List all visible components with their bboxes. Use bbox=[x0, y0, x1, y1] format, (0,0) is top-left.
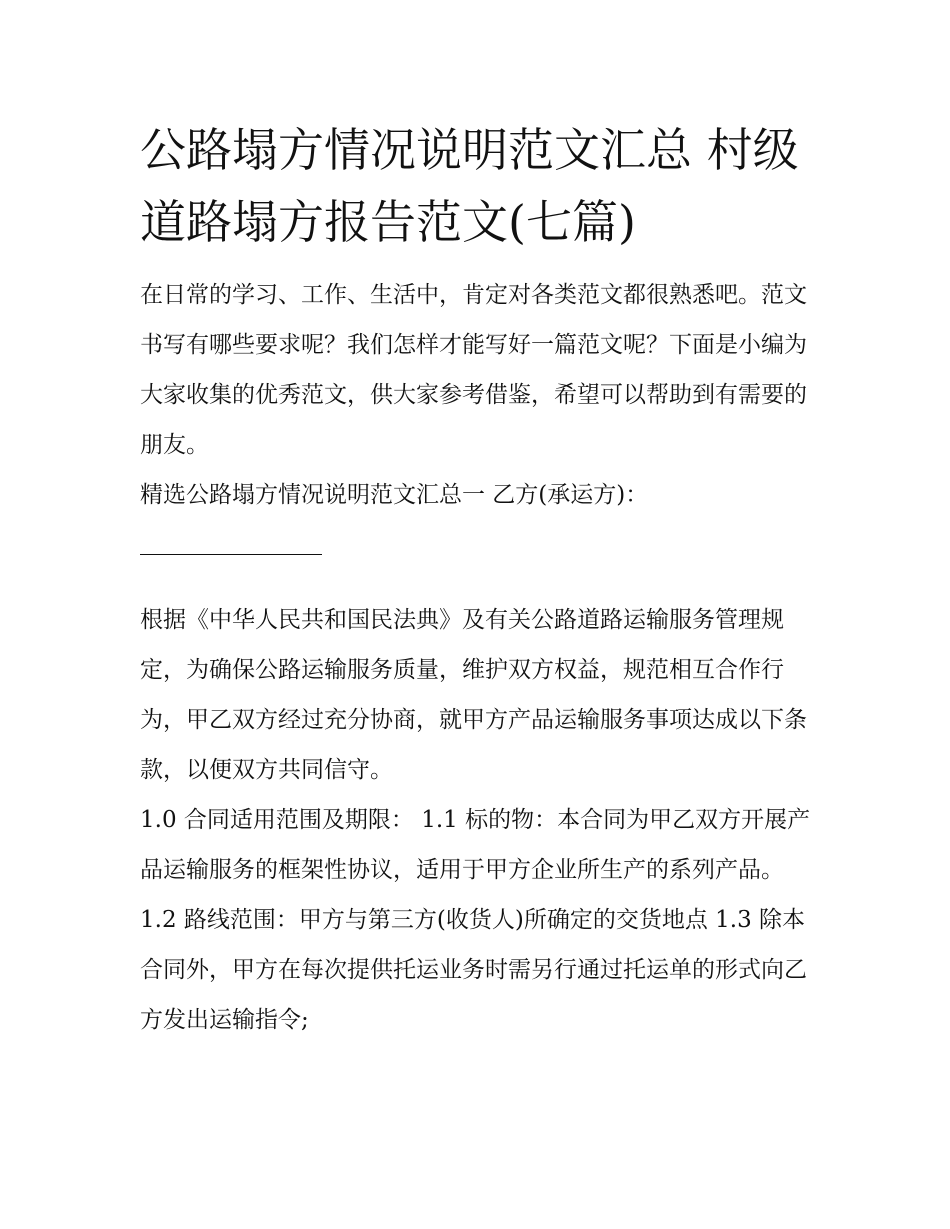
clause-1-1-paragraph: 1.0 合同适用范围及期限： 1.1 标的物：本合同为甲乙双方开展产品运输服务的框架性协议，适用于甲方企业所生产的系列产品。 bbox=[140, 807, 811, 883]
contract-basis-paragraph: 根据《中华人民共和国民法典》及有关公路道路运输服务管理规定，为确保公路运输服务质量，维护双方权益，规范相互合作行为，甲乙双方经过充分协商，就甲方产品运输服务事项达成以下条款，以便双方共同信守。 bbox=[140, 607, 807, 783]
document-title: 公路塌方情况说明范文汇总 村级道路塌方报告范文(七篇) bbox=[140, 123, 799, 249]
document-page bbox=[140, 114, 820, 1045]
document-body bbox=[140, 270, 820, 1045]
signature-blank-line bbox=[140, 554, 322, 555]
intro-paragraph: 在日常的学习、工作、生活中，肯定对各类范文都很熟悉吧。范文书写有哪些要求呢？我们怎样才能写好一篇范文呢？下面是小编为大家收集的优秀范文，供大家参考借鉴，希望可以帮助到有需要的朋友。 bbox=[140, 282, 807, 458]
clause-1-2-paragraph: 1.2 路线范围：甲方与第三方(收货人)所确定的交货地点 1.3 除本合同外，甲方在每次提供托运业务时需另行通过托运单的形式向乙方发出运输指令; bbox=[140, 907, 807, 1033]
section-heading: 精选公路塌方情况说明范文汇总一 乙方(承运方)： bbox=[140, 482, 649, 508]
